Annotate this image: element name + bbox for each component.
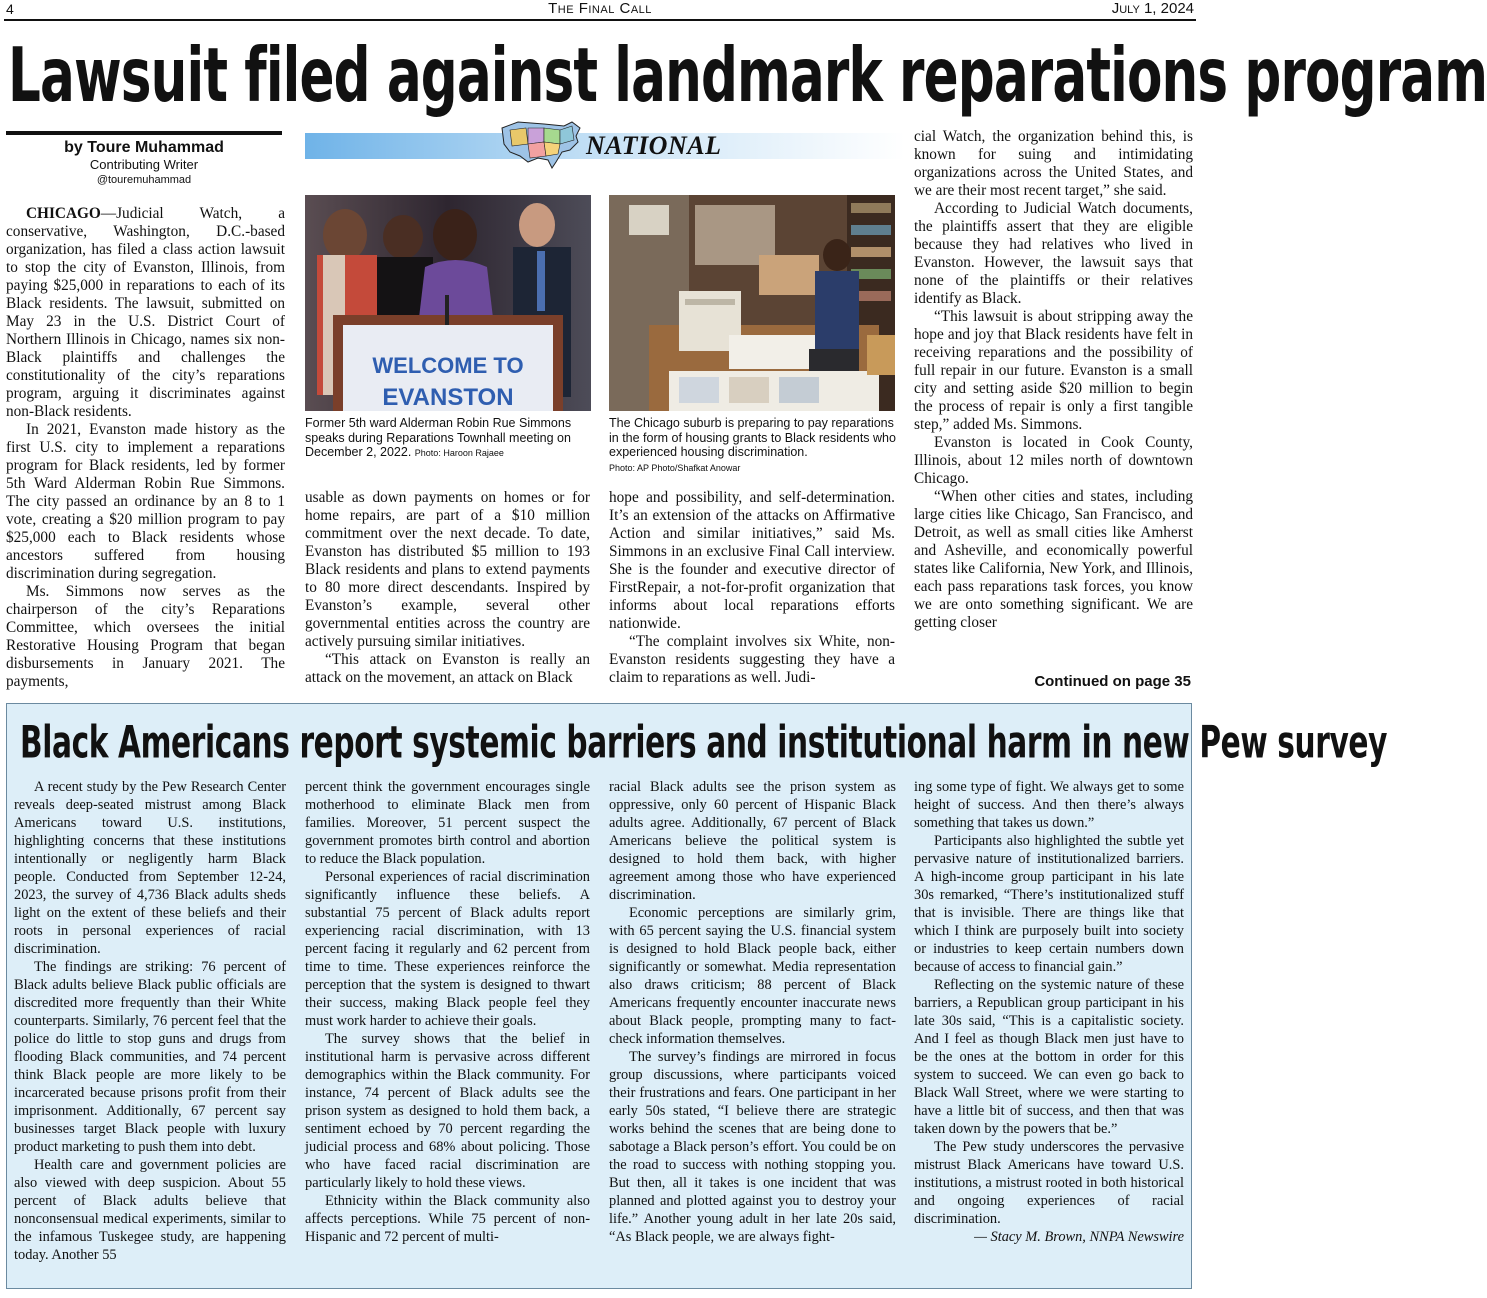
byline-rule xyxy=(6,131,282,135)
article-paragraph: racial Black adults see the prison system as oppressive, only 60 percent of Hispanic Black adults agree. Additionally, 67 percent of Black Americans believe the political system is designed to hold them back, with higher agreement among those who have experienced discrimination. xyxy=(609,779,896,903)
photo-townhall-caption xyxy=(305,416,593,461)
article-paragraph: Reflecting on the systemic nature of these barriers, a Republican group participant in his late 30s said, “This is a capitalistic society. And I feel as though Black men just have to be the ones at the bottom in order for this system to succeed. We can even go back to Black Wall Street, where we were starting to have a little bit of success, and then that was taken down by the powers that be.” xyxy=(914,977,1184,1137)
article-paragraph: Personal experiences of racial discrimination significantly influence these beliefs. A substantial 75 percent of Black adults report experiencing racial discrimination, with 13 percent facing it regularly and 62 percent from time to time. These experiences reinforce the perception that the system is designed to thwart their success, making Black people feel they must work harder to achieve their goals. xyxy=(305,869,590,1029)
page-number: 4 xyxy=(6,1,14,17)
main-story-column-3 xyxy=(609,489,895,687)
podium-sign-line-2: EVANSTON xyxy=(382,384,514,411)
section-label: NATIONAL xyxy=(586,131,722,160)
article-paragraph: ing some type of fight. We always get to some height of success. And then there’s always something that takes us down.” xyxy=(914,779,1184,831)
article-paragraph: Ms. Simmons now serves as the chairperson of the city’s Reparations Committee, which oversees the initial Restorative Housing Program that began disbursements in January 2021. The payments, xyxy=(6,583,285,690)
article-paragraph: The Pew study underscores the pervasive mistrust Black Americans have toward U.S. institutions, a mistrust rooted in both historical and ongoing experiences of racial discrimination. xyxy=(914,1139,1184,1227)
article-paragraph: hope and possibility, and self-determination. It’s an extension of the attacks on Affirmative Action and similar initiatives,” said Ms. Simmons in an exclusive Final Call interview. She is the founder and executive director of FirstRepair, a not-for-profit organization that informs about local reparations efforts nationwide. xyxy=(609,489,895,632)
article-paragraph: “When other cities and states, including large cities like Chicago, San Francisco, and Detroit, as well as small cities like Amherst and Asheville, and economically powerful states like California, New York, and Illinois, each pass reparations task forces, you know we are onto something significant. We are getting closer xyxy=(914,488,1193,631)
byline-author: by Toure Muhammad xyxy=(64,139,224,156)
byline-role: Contributing Writer xyxy=(89,157,199,172)
byline-handle: @touremuhammad xyxy=(96,174,192,186)
photo-credit: Photo: AP Photo/Shafkat Anowar xyxy=(609,462,741,473)
pew-headline: Black Americans report systemic barriers and institutional harm in new Pew survey xyxy=(20,716,1388,768)
article-paragraph: “This lawsuit is about stripping away the hope and joy that Black residents have felt in receiving reparations and the possibility of full repair in our future. Evanston is a small city and setting aside $20 million to begin the process of repair is only a first tangible step,” added Ms. Simmons. xyxy=(914,308,1193,433)
article-paragraph: —Judicial Watch, a conservative, Washington, D.C.-based organization, has filed a class action lawsuit to stop the city of Evanston, Illinois, from paying $25,000 in reparations to each of its Black residents. The lawsuit, submitted on May 23 in the U.S. District Court of Northern Illinois in Chicago, names six non-Black plaintiffs and challenges the constitutionality of the city’s reparations program, arguing it discriminates against non-Black residents. xyxy=(6,205,285,420)
continued-link[interactable]: Continued on page 35 xyxy=(1034,673,1191,690)
article-paragraph: In 2021, Evanston made history as the first U.S. city to implement a reparations program for Black residents, led by former 5th Ward Alderman Robin Rue Simmons. The city passed an ordinance by an 8 to 1 vote, creating a $20 million program to pay $25,000 each to Black residents whose ancestors suffered from housing discrimination during segregation. xyxy=(6,421,285,582)
article-paragraph: percent think the government encourages single motherhood to eliminate Black men from families. Moreover, 51 percent suspect the government promotes birth control and abortion to reduce the Black population. xyxy=(305,779,590,867)
article-paragraph: A recent study by the Pew Research Center reveals deep-seated mistrust among Black Americans toward U.S. institutions, highlighting concerns that these institutions intentionally or negligently harm Black people. Conducted from September 12-24, 2023, the survey of 4,736 Black adults sheds light on the extent of these beliefs and their roots in personal experiences of racial discrimination. xyxy=(14,779,286,957)
article-paragraph: “The complaint involves six White, non-Evanston residents suggesting they have a claim to reparations as well. Judi- xyxy=(609,633,895,686)
article-paragraph: usable as down payments on homes or for home repairs, are part of a $10 million commitment over the next decade. To date, Evanston has distributed $5 million to 193 Black residents and plans to extend payments to 80 more direct descendants. Inspired by Evanston’s example, several other governmental entities across the country are actively pursuing similar initiatives. xyxy=(305,489,590,650)
photo-credit: Photo: Haroon Rajaee xyxy=(414,448,504,458)
article-paragraph: The survey’s findings are mirrored in focus group discussions, where participants voiced their frustrations and fears. One participant in her early 50s stated, “I believe there are strategic works behind the scenes that are being done to sabotage a Black person’s effort. You could be on the road to success with nothing stopping you. But then, all it takes is one incident that was planned and plotted against you to destroy your life.” Another young adult in her late 20s said, “As Black people, we are always fight- xyxy=(609,1049,896,1245)
article-paragraph: The survey shows that the belief in institutional harm is pervasive across different demographics within the Black community. For instance, 74 percent of Black adults see the prison system as designed to hold them back, a sentiment echoed by 70 percent regarding the judicial process and 68% about policing. Those who have faced racial discrimination are particularly likely to hold these views. xyxy=(305,1031,590,1191)
dateline: CHICAGO xyxy=(26,205,101,222)
main-story-column-1 xyxy=(6,205,285,691)
article-paragraph: Ethnicity within the Black community also affects perceptions. While 75 percent of non-Hispanic and 72 percent of multi- xyxy=(305,1193,590,1245)
podium-sign-line-1: WELCOME TO xyxy=(372,353,524,378)
byline xyxy=(6,138,282,188)
article-paragraph: Health care and government policies are also viewed with deep suspicion. About 55 percent of Black adults believe that nonconsensual medical experiments, similar to the infamous Tuskegee study, are happening today. Another 55 xyxy=(14,1157,286,1263)
photo-townhall xyxy=(305,195,591,411)
paper-name: The Final Call xyxy=(548,0,652,17)
article-paragraph: cial Watch, the organization behind this, is known for suing and intimidating organizations across the United States, and we are their most recent target,” she said. xyxy=(914,128,1193,199)
pew-story-column-1 xyxy=(14,778,286,1264)
caption-text: Former 5th ward Alderman Robin Rue Simmons speaks during Reparations Townhall meeting on December 2, 2022. xyxy=(305,416,572,459)
author-signature: — Stacy M. Brown, NNPA Newswire xyxy=(974,1229,1184,1245)
article-paragraph: The findings are striking: 76 percent of Black adults believe Black public officials are discredited more frequently than their White counterparts. Similarly, 76 percent feel that the police do little to stop guns and drugs from flooding Black communities, and 74 percent think Black people are more likely to be incarcerated because prisons profit from their imprisonment. Additionally, 67 percent say businesses target Black people with luxury product marketing to push them into debt. xyxy=(14,959,286,1155)
photo-office-caption xyxy=(609,416,897,475)
pew-story-column-4 xyxy=(914,778,1184,1246)
article-paragraph: Evanston is located in Cook County, Illinois, about 12 miles north of downtown Chicago. xyxy=(914,434,1193,487)
main-story-column-4 xyxy=(914,128,1193,632)
issue-date: July 1, 2024 xyxy=(1111,0,1194,17)
main-headline: Lawsuit filed against landmark reparations program xyxy=(8,32,1487,120)
article-paragraph: Participants also highlighted the subtle yet pervasive nature of institutionalized barriers. A high-income group participant in his late 30s remarked, “There’s institutionalized stuff that is invisible. There are things like that which I think are purposely built into society or industries to keep certain numbers down because of access to financial gain.” xyxy=(914,833,1184,975)
pew-story-column-3 xyxy=(609,778,896,1246)
article-paragraph: According to Judicial Watch documents, the plaintiffs assert that they are eligible because they had relatives who lived in Evanston. However, the lawsuit says that none of the plaintiffs or their relatives identify as Black. xyxy=(914,200,1193,307)
photo-office xyxy=(609,195,895,411)
caption-text: The Chicago suburb is preparing to pay reparations in the form of housing grants to Black residents who experienced housing discrimination. xyxy=(609,416,896,459)
us-map-icon xyxy=(498,116,584,174)
pew-story-column-2 xyxy=(305,778,590,1246)
article-paragraph: Economic perceptions are similarly grim, with 65 percent saying the U.S. financial system is designed to hold Black people back, either significantly or somewhat. Media representation also draws criticism; 88 percent of Black Americans frequently encounter inaccurate news about Black people, prompting many to fact-check information themselves. xyxy=(609,905,896,1047)
main-story-column-2 xyxy=(305,489,590,687)
article-paragraph: “This attack on Evanston is really an attack on the movement, an attack on Black xyxy=(305,651,590,686)
